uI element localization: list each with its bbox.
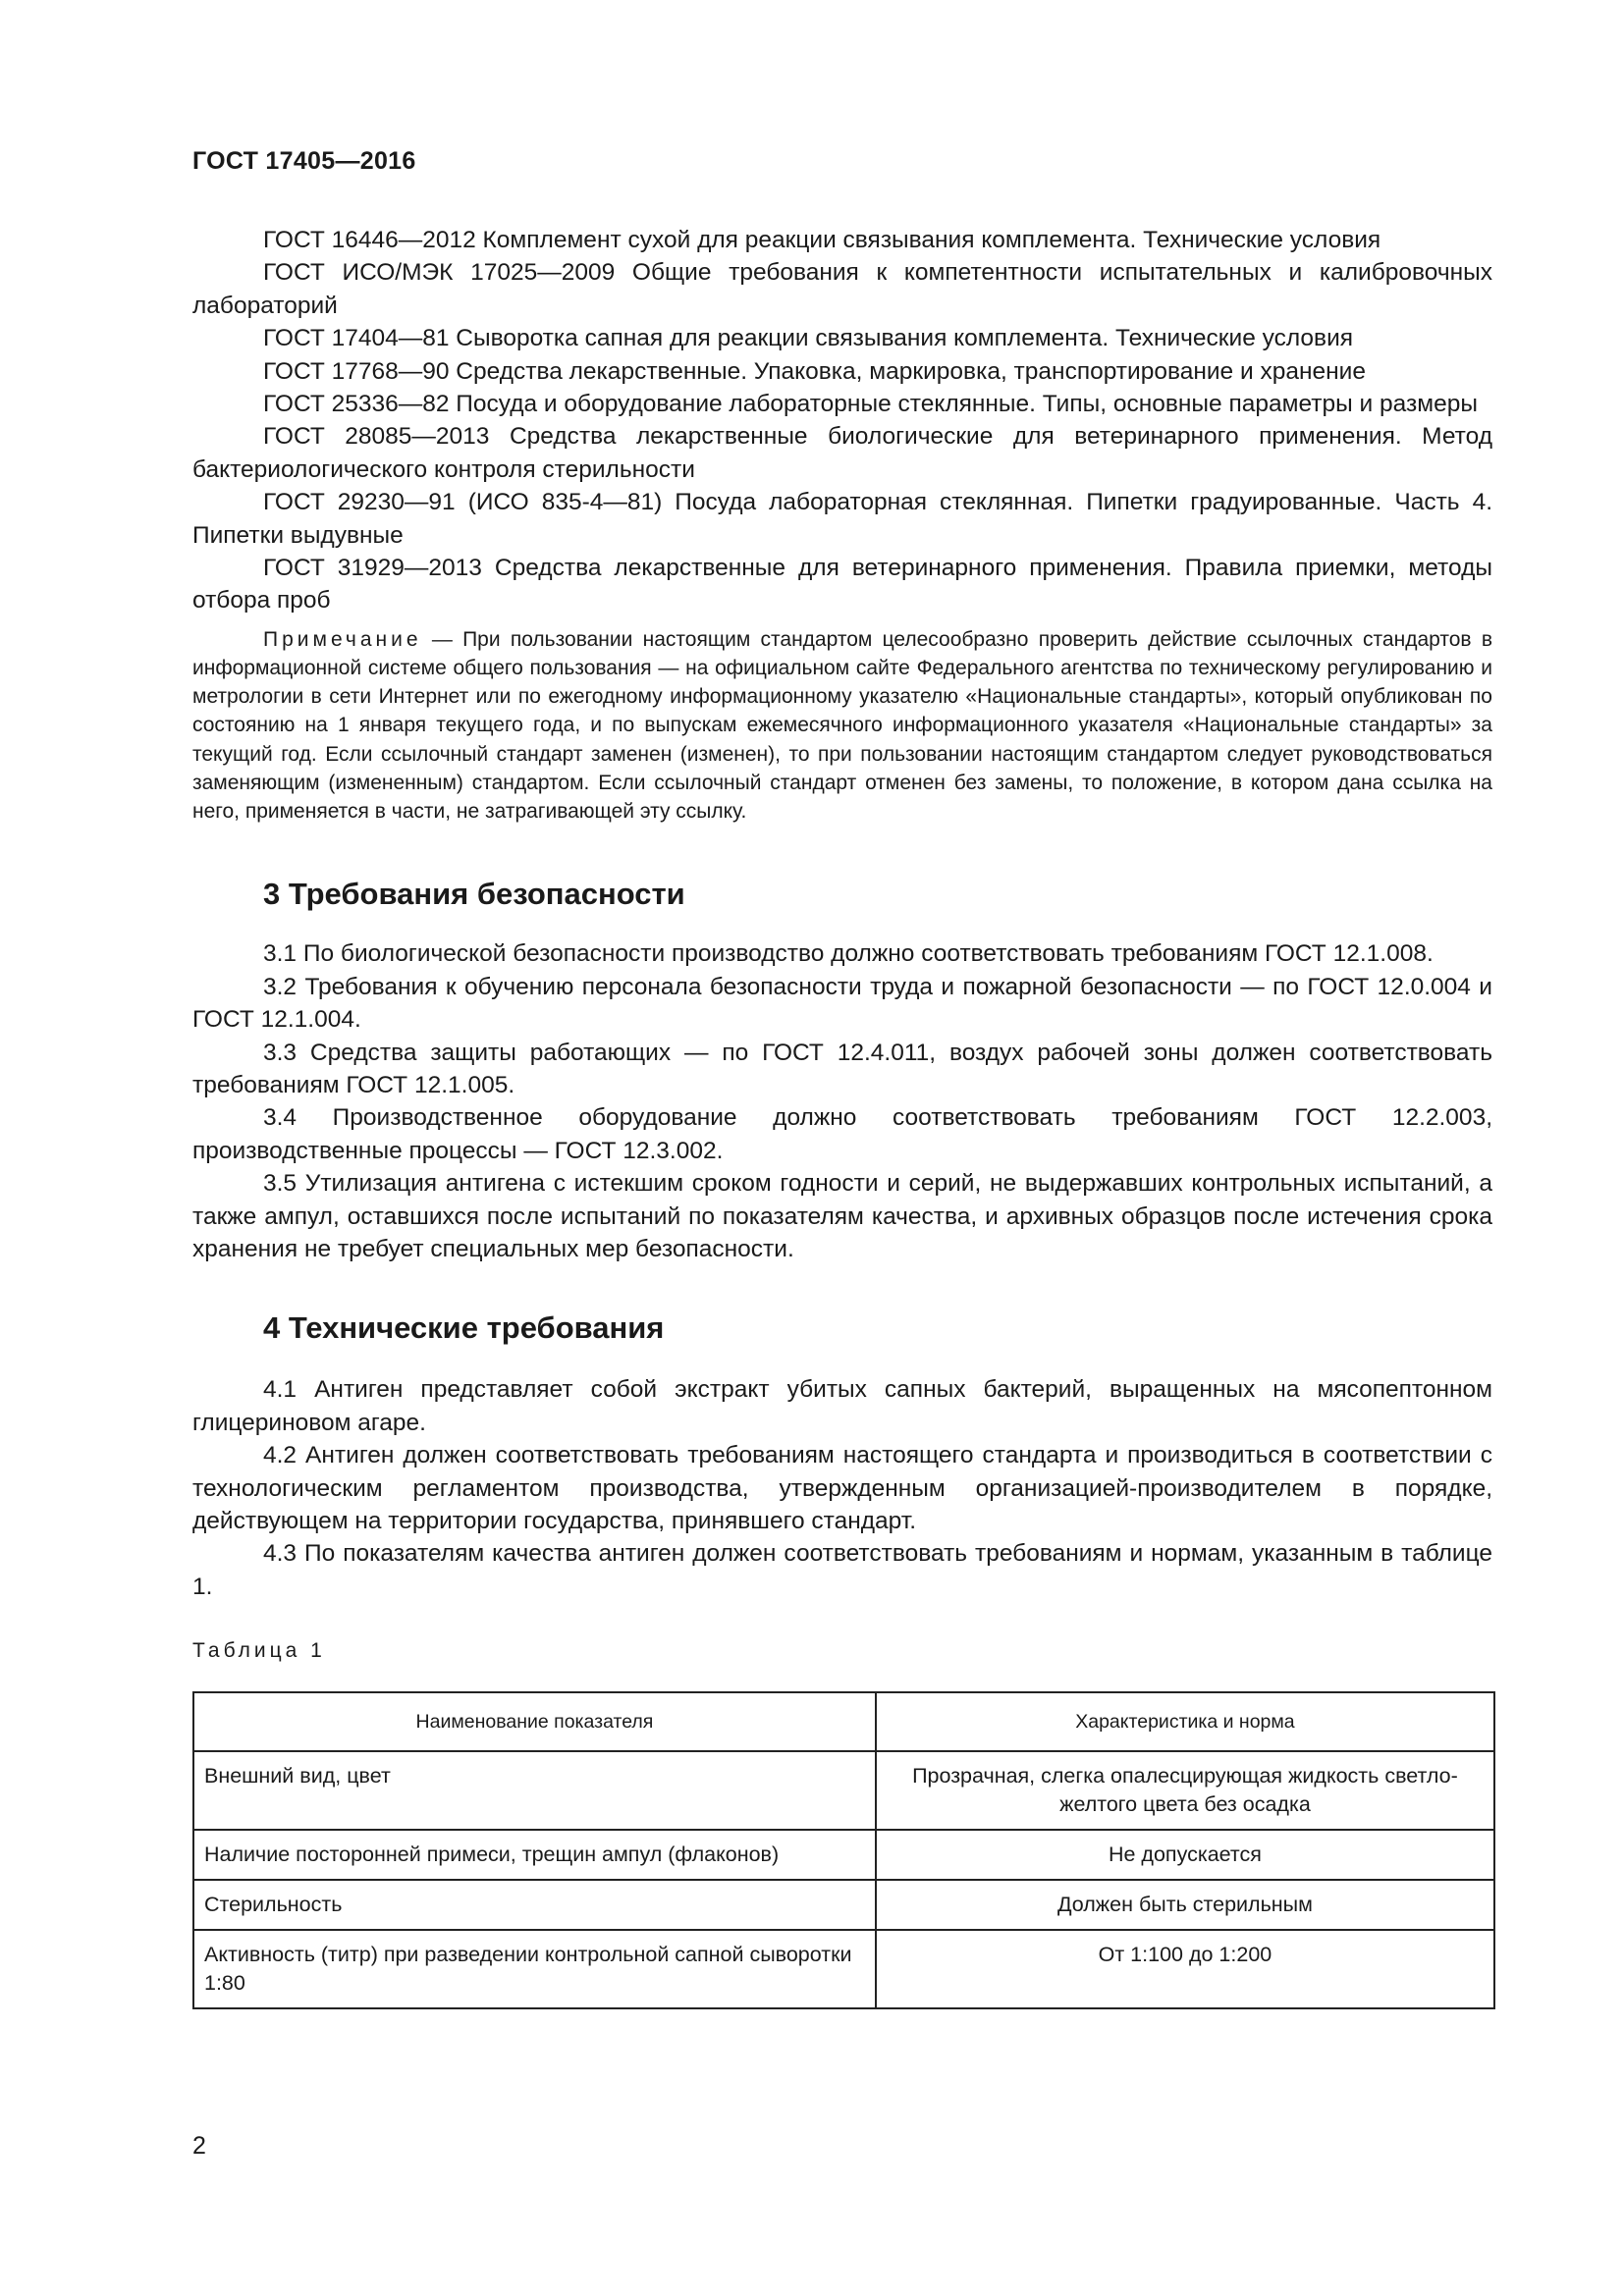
reference-item: ГОСТ 16446—2012 Комплемент сухой для реакции связывания комплемента. Технические условия <box>263 227 1381 253</box>
reference-item: ГОСТ 28085—2013 Средства лекарственные биологические для ветеринарного применения. Метод бактериологического контроля стерильности <box>192 423 1492 483</box>
section-3-paragraph: 3.1 По биологической безопасности производство должно соответствовать требованиям ГОСТ 12.1.008. <box>263 940 1434 968</box>
table-cell-indicator: Стерильность <box>193 1880 876 1930</box>
table-cell-indicator: Внешний вид, цвет <box>193 1751 876 1830</box>
section-3-paragraph: 3.4 Производственное оборудование должно соответствовать требованиям ГОСТ 12.2.003, производственные процессы — ГОСТ 12.3.002. <box>192 1104 1492 1164</box>
reference-item: ГОСТ ИСО/МЭК 17025—2009 Общие требования к компетентности испытательных и калибровочных лабораторий <box>192 259 1492 319</box>
table-row <box>193 1880 1494 1930</box>
table-header-cell: Наименование показателя <box>193 1692 876 1751</box>
reference-item: ГОСТ 29230—91 (ИСО 835-4—81) Посуда лабораторная стеклянная. Пипетки градуированные. Часть 4. Пипетки выдувные <box>192 489 1492 549</box>
table-cell-norm: Должен быть стерильным <box>876 1880 1494 1930</box>
page-number: 2 <box>192 2132 206 2160</box>
table-cell-indicator: Наличие посторонней примеси, трещин ампул (флаконов) <box>193 1830 876 1880</box>
section-4-title: 4 Технические требования <box>263 1310 665 1346</box>
table-row <box>193 1751 1494 1830</box>
table-cell-norm: Не допускается <box>876 1830 1494 1880</box>
table-row <box>193 1930 1494 2008</box>
table-header-row <box>193 1692 1494 1751</box>
note-label: Примечание <box>263 627 422 651</box>
table-cell-norm: Прозрачная, слегка опалесцирующая жидкость светло-желтого цвета без осадка <box>876 1751 1494 1830</box>
section-4-paragraph: 4.1 Антиген представляет собой экстракт убитых сапных бактерий, выращенных на мясопептонном глицериновом агаре. <box>192 1376 1492 1436</box>
table-caption: Таблица 1 <box>192 1639 326 1663</box>
section-3-body <box>192 937 1492 1265</box>
section-3-paragraph: 3.2 Требования к обучению персонала безопасности труда и пожарной безопасности — по ГОСТ 12.0.004 и ГОСТ 12.1.004. <box>192 973 1492 1034</box>
section-4-body <box>192 1373 1492 1603</box>
note-text: — При пользовании настоящим стандартом целесообразно проверить действие ссылочных стандартов в информационной системе общего пользования — на официальном сайте Федерального агентства по техническому регулированию и метрологии в сети Интернет или по ежегодному информационному указателю «Национальные стандарты», который опубликован по состоянию на 1 января текущего года, и по выпускам ежемесячного информационного указателя «Национальные стандарты» за текущий год. Если ссылочный стандарт заменен (изменен), то при пользовании настоящим стандартом следует руководствоваться заменяющим (измененным) стандартом. Если ссылочный стандарт отменен без замены, то положение, в котором дана ссылка на него, применяется в части, не затрагивающей эту ссылку. <box>192 627 1492 824</box>
section-3-title: 3 Требования безопасности <box>263 877 685 912</box>
document-header: ГОСТ 17405—2016 <box>192 147 416 175</box>
reference-item: ГОСТ 17404—81 Сыворотка сапная для реакции связывания комплемента. Технические условия <box>263 325 1354 352</box>
section-3-paragraph: 3.3 Средства защиты работающих — по ГОСТ 12.4.011, воздух рабочей зоны должен соответствовать требованиям ГОСТ 12.1.005. <box>192 1039 1492 1098</box>
section-3-paragraph: 3.5 Утилизация антигена с истекшим сроком годности и серий, не выдержавших контрольных испытаний, а также ампул, оставшихся после испытаний по показателям качества, и архивных образцов после истечения срока хранения не требует специальных мер безопасности. <box>192 1170 1492 1262</box>
reference-item: ГОСТ 25336—82 Посуда и оборудование лабораторные стеклянные. Типы, основные параметры и размеры <box>263 391 1478 418</box>
reference-item: ГОСТ 17768—90 Средства лекарственные. Упаковка, маркировка, транспортирование и хранение <box>263 357 1366 385</box>
note-paragraph <box>192 625 1492 826</box>
normative-references <box>192 224 1492 617</box>
table-cell-norm: От 1:100 до 1:200 <box>876 1930 1494 2008</box>
table-cell-indicator: Активность (титр) при разведении контрольной сапной сыворотки 1:80 <box>193 1930 876 2008</box>
section-4-paragraph: 4.2 Антиген должен соответствовать требованиям настоящего стандарта и производиться в соответствии с технологическим регламентом производства, утвержденным организацией-производителем в порядке, действующем на территории государства, принявшего стандарт. <box>192 1442 1492 1534</box>
table-row <box>193 1830 1494 1880</box>
quality-table <box>192 1691 1495 2009</box>
table-header-cell: Характеристика и норма <box>876 1692 1494 1751</box>
page-content <box>192 224 1492 2009</box>
section-4-paragraph: 4.3 По показателям качества антиген должен соответствовать требованиям и нормам, указанным в таблице 1. <box>192 1540 1492 1600</box>
reference-item: ГОСТ 31929—2013 Средства лекарственные для ветеринарного применения. Правила приемки, методы отбора проб <box>192 555 1492 614</box>
